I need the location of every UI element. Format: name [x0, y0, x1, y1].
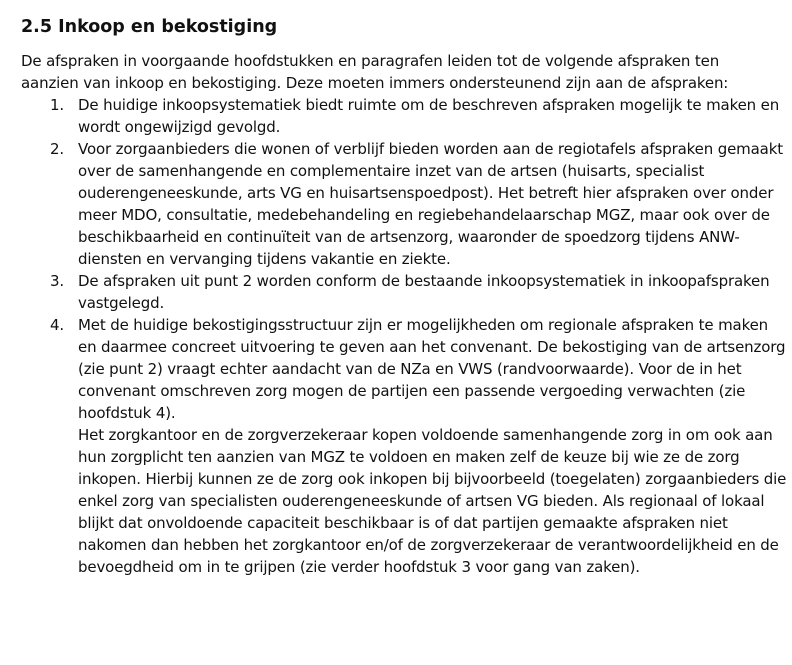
list-item-text: Voor zorgaanbieders die wonen of verblijf bieden worden aan de regiotafels afspraken gemaakt over de samenhangende en complementaire inzet van de artsen (huisarts, specialist ouderengeneeskunde, arts VG en huisartsenspoedpost). Het betreft hier afspraken over onder meer MDO, consultatie, medebehandeling en regiebehandelaarschap MGZ, maar ook over de beschikbaarheid en continuïteit van de artsenzorg, waaronder de spoedzorg tijdens ANW-diensten en vervanging tijdens vakantie en ziekte. — [78, 140, 783, 268]
list-item-number: 3. — [50, 272, 65, 290]
intro-paragraph: De afspraken in voorgaande hoofdstukken en paragrafen leiden tot de volgende afspraken ten aanzien van inkoop en bekostiging. Deze moeten immers ondersteunend zijn aan de afspraken: — [21, 52, 729, 92]
section-heading: 2.5 Inkoop en bekostiging — [21, 17, 278, 37]
agreements-list — [21, 94, 792, 578]
list-item-number: 2. — [50, 140, 65, 158]
list-item — [21, 94, 790, 138]
list-item-text: Met de huidige bekostigingsstructuur zijn er mogelijkheden om regionale afspraken te maken en daarmee concreet uitvoering te geven aan het convenant. De bekostiging van de artsenzorg (zie punt 2) vraagt echter aandacht van de NZa en VWS (randvoorwaarde). Voor de in het convenant omschreven zorg mogen de partijen een passende vergoeding verwachten (zie hoofdstuk 4). — [78, 316, 786, 422]
list-item — [21, 314, 790, 578]
list-item-text: De afspraken uit punt 2 worden conform de bestaande inkoopsystematiek in inkoopafspraken vastgelegd. — [78, 272, 770, 312]
list-item — [21, 270, 790, 314]
list-item — [21, 138, 790, 270]
list-item-continuation-text: Het zorgkantoor en de zorgverzekeraar kopen voldoende samenhangende zorg in om ook aan hun zorgplicht ten aanzien van MGZ te voldoen en maken zelf de keuze bij wie ze de zorg inkopen. Hierbij kunnen ze de zorg ook inkopen bij bijvoorbeeld (toegelaten) zorgaanbieders die enkel zorg van specialisten ouderengeneeskunde of artsen VG bieden. Als regionaal of lokaal blijkt dat onvoldoende capaciteit beschikbaar is of dat partijen gemaakte afspraken niet nakomen dan hebben het zorgkantoor en/of de zorgverzekeraar de verantwoordelijkheid en de bevoegdheid om in te grijpen (zie verder hoofdstuk 3 voor gang van zaken). — [78, 426, 787, 576]
list-item-number: 1. — [50, 96, 65, 114]
list-item-number: 4. — [50, 316, 65, 334]
list-item-text: De huidige inkoopsystematiek biedt ruimte om de beschreven afspraken mogelijk te maken en wordt ongewijzigd gevolgd. — [78, 96, 780, 136]
